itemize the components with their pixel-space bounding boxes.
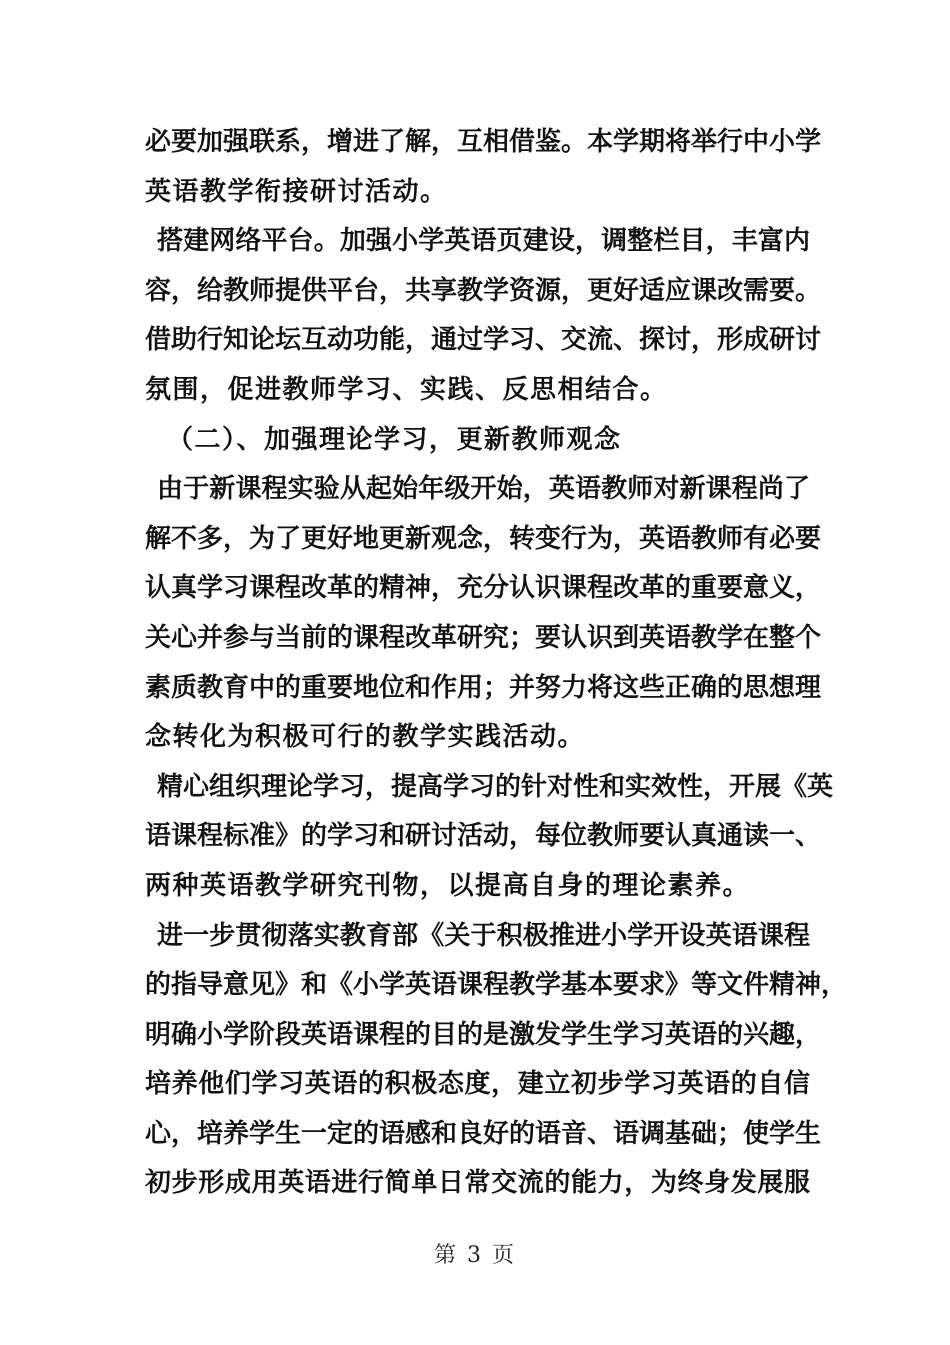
text-line: 英语教学衔接研讨活动。 — [145, 176, 448, 207]
text-line: 关心并参与当前的课程改革研究；要认识到英语教学在整个 — [145, 622, 822, 653]
text-line: 借助行知论坛互动功能，通过学习、交流、探讨，形成研讨 — [145, 325, 822, 356]
text-line: 认真学习课程改革的精神，充分认识课程改革的重要意义， — [145, 573, 822, 604]
document-body — [145, 118, 848, 1209]
text-line: 念转化为积极可行的教学实践活动。 — [145, 722, 586, 753]
section-heading: （二）、加强理论学习，更新教师观念 — [167, 424, 622, 455]
text-line: 由于新课程实验从起始年级开始，英语教师对新课程尚了 — [157, 474, 810, 505]
text-line: 的指导意见》和《小学英语课程教学基本要求》等文件精神， — [145, 970, 848, 1001]
text-line: 必要加强联系，增进了解，互相借鉴。本学期将举行中小学 — [145, 127, 822, 157]
text-line: 两种英语教学研究刊物，以提高自身的理论素养。 — [145, 870, 751, 901]
text-line: 素质教育中的重要地位和作用；并努力将这些正确的思想理 — [145, 672, 822, 703]
text-line: 培养他们学习英语的积极态度，建立初步学习英语的自信 — [145, 1069, 810, 1100]
text-line: 进一步贯彻落实教育部《关于积极推进小学开设英语课程 — [157, 920, 810, 951]
text-line: 搭建网络平台。加强小学英语页建设，调整栏目，丰富内 — [157, 226, 810, 257]
text-line: 明确小学阶段英语课程的目的是激发学生学习英语的兴趣， — [145, 1019, 822, 1050]
text-line: 精心组织理论学习，提高学习的针对性和实效性，开展《英 — [157, 771, 834, 802]
text-line: 氛围，促进教师学习、实践、反思相结合。 — [145, 374, 668, 405]
text-line: 容，给教师提供平台，共享教学资源，更好适应课改需要。 — [145, 275, 822, 306]
text-line: 心，培养学生一定的语感和良好的语音、语调基础；使学生 — [145, 1118, 822, 1149]
page-number: 第 3 页 — [434, 1243, 516, 1268]
text-line: 解不多，为了更好地更新观念，转变行为，英语教师有必要 — [145, 523, 822, 554]
text-line: 初步形成用英语进行简单日常交流的能力，为终身发展服 — [145, 1168, 810, 1199]
text-line: 语课程标准》的学习和研讨活动，每位教师要认真通读一、 — [145, 821, 822, 852]
